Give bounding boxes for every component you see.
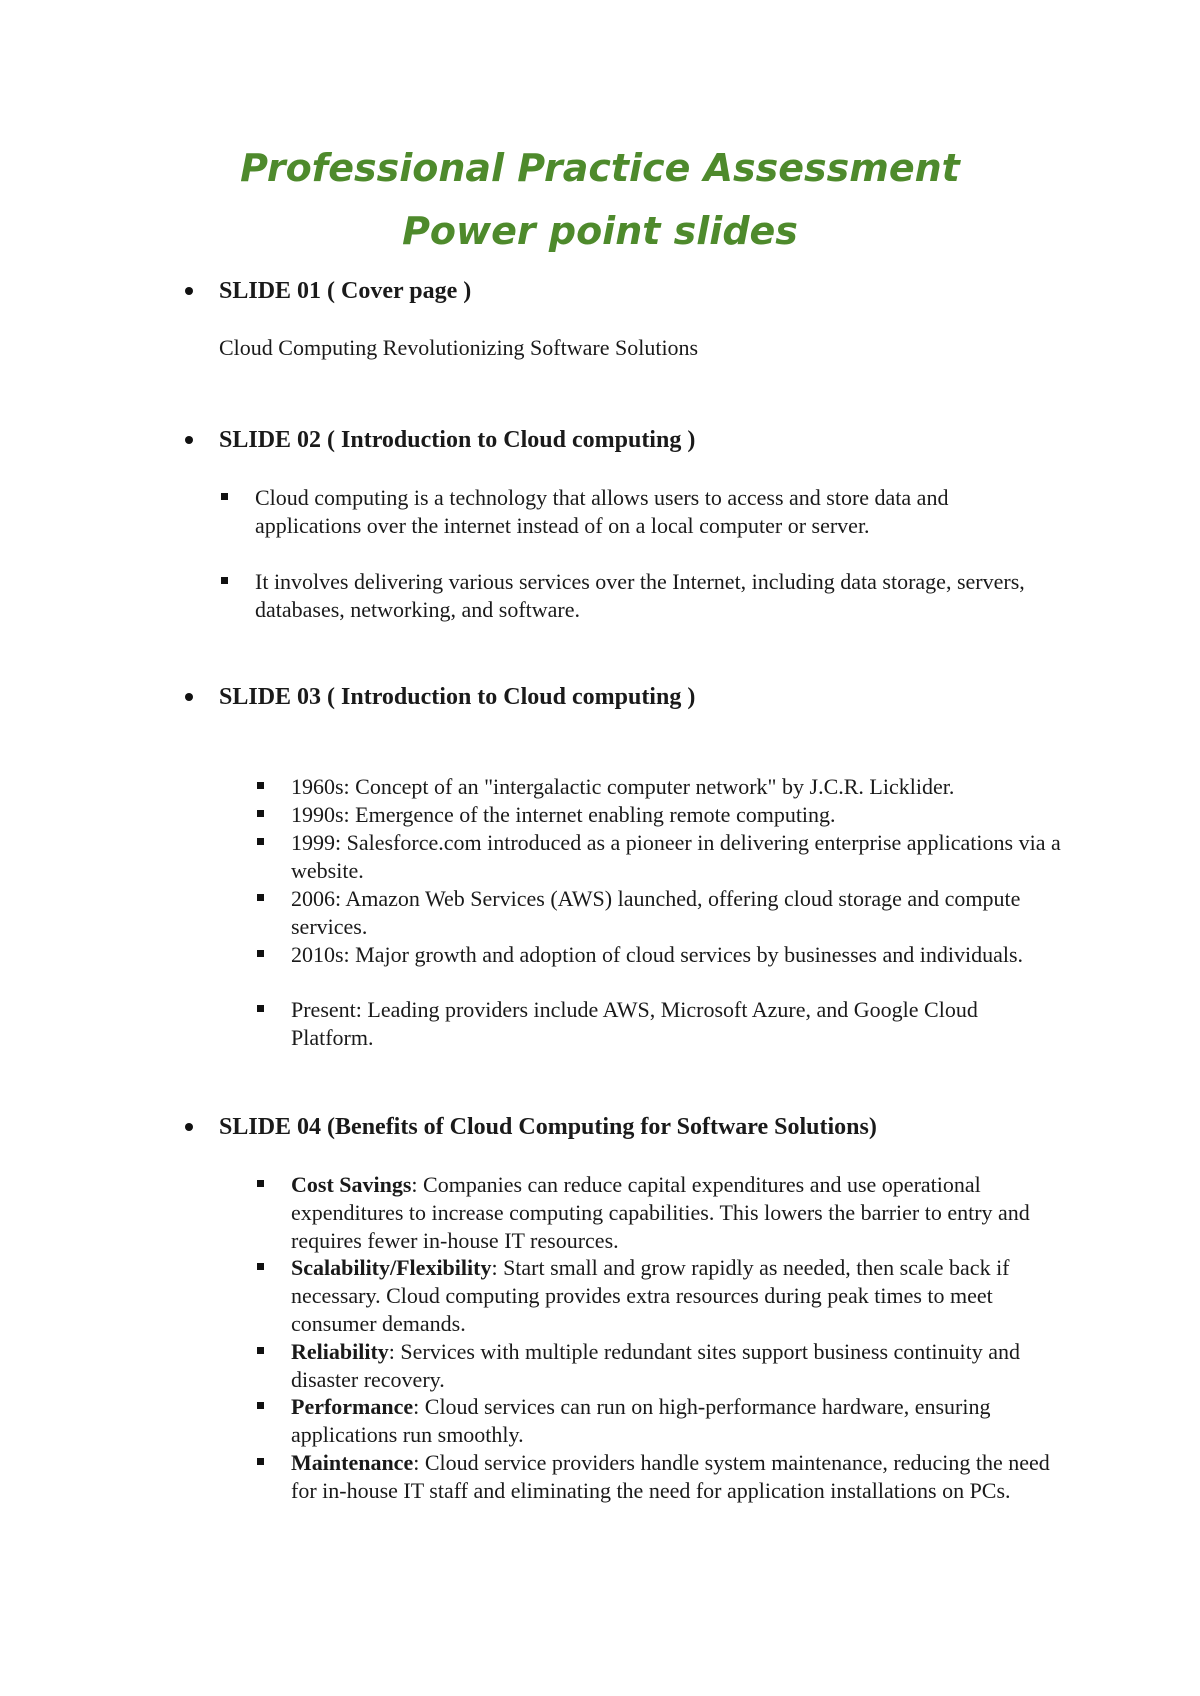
slide-02-heading: SLIDE 02 ( Introduction to Cloud computing ) [219,427,696,453]
bullet-square [257,1402,264,1409]
bullet-dot [185,1123,193,1131]
slide-03-bullet: 1990s: Emergence of the internet enabling remote computing. [291,802,836,827]
slide-04-bullet: Performance: Cloud services can run on high-performance hardware, ensuring applications run smoothly. [291,1394,991,1447]
bullet-square [257,894,264,901]
bullet-square [257,810,264,817]
bullet-square [257,1005,264,1012]
document-title: Professional Practice Assessment [240,146,960,190]
slide-04-bullet: Maintenance: Cloud service providers handle system maintenance, reducing the need for in-house IT staff and eliminating the need for application installations on PCs. [291,1450,1050,1503]
bullet-dot [185,693,193,701]
slide-04-bullet: Reliability: Services with multiple redundant sites support business continuity and disaster recovery. [291,1339,1020,1392]
bullet-square [257,782,264,789]
bullet-square [257,1347,264,1354]
bullet-dot [185,287,193,295]
slide-04-bullet: Scalability/Flexibility: Start small and grow rapidly as needed, then scale back if necessary. Cloud computing provides extra resources during peak times to meet consumer demands. [291,1255,1010,1336]
bullet-square [257,1180,264,1187]
slide-02-bullet: It involves delivering various services over the Internet, including data storage, servers, databases, networking, and software. [255,569,1025,622]
slide-03-bullet: Present: Leading providers include AWS, Microsoft Azure, and Google Cloud Platform. [291,997,978,1050]
bullet-square [221,493,228,500]
document-subtitle: Power point slides [402,209,798,253]
slide-03-bullet: 2006: Amazon Web Services (AWS) launched, offering cloud storage and compute services. [291,886,1021,939]
slide-04-bullet: Cost Savings: Companies can reduce capital expenditures and use operational expenditures to increase computing capabilities. This lowers the barrier to entry and requires fewer in-house IT resources. [291,1172,1030,1253]
bullet-square [221,577,228,584]
bullet-square [257,1458,264,1465]
slide-01-body: Cloud Computing Revolutionizing Software Solutions [219,335,699,360]
bullet-square [257,950,264,957]
slide-03-bullet: 2010s: Major growth and adoption of cloud services by businesses and individuals. [291,942,1024,967]
bullet-square [257,838,264,845]
slide-03-heading: SLIDE 03 ( Introduction to Cloud computing ) [219,684,696,710]
bullet-dot [185,436,193,444]
slide-03-bullet: 1999: Salesforce.com introduced as a pioneer in delivering enterprise applications via a website. [291,830,1061,883]
bullet-square [257,1263,264,1270]
slide-04-heading: SLIDE 04 (Benefits of Cloud Computing for Software Solutions) [219,1114,877,1140]
slide-03-bullet: 1960s: Concept of an "intergalactic computer network" by J.C.R. Licklider. [291,774,955,799]
slide-01-heading: SLIDE 01 ( Cover page ) [219,278,472,304]
slide-02-bullet: Cloud computing is a technology that allows users to access and store data and applications over the internet instead of on a local computer or server. [255,485,949,538]
